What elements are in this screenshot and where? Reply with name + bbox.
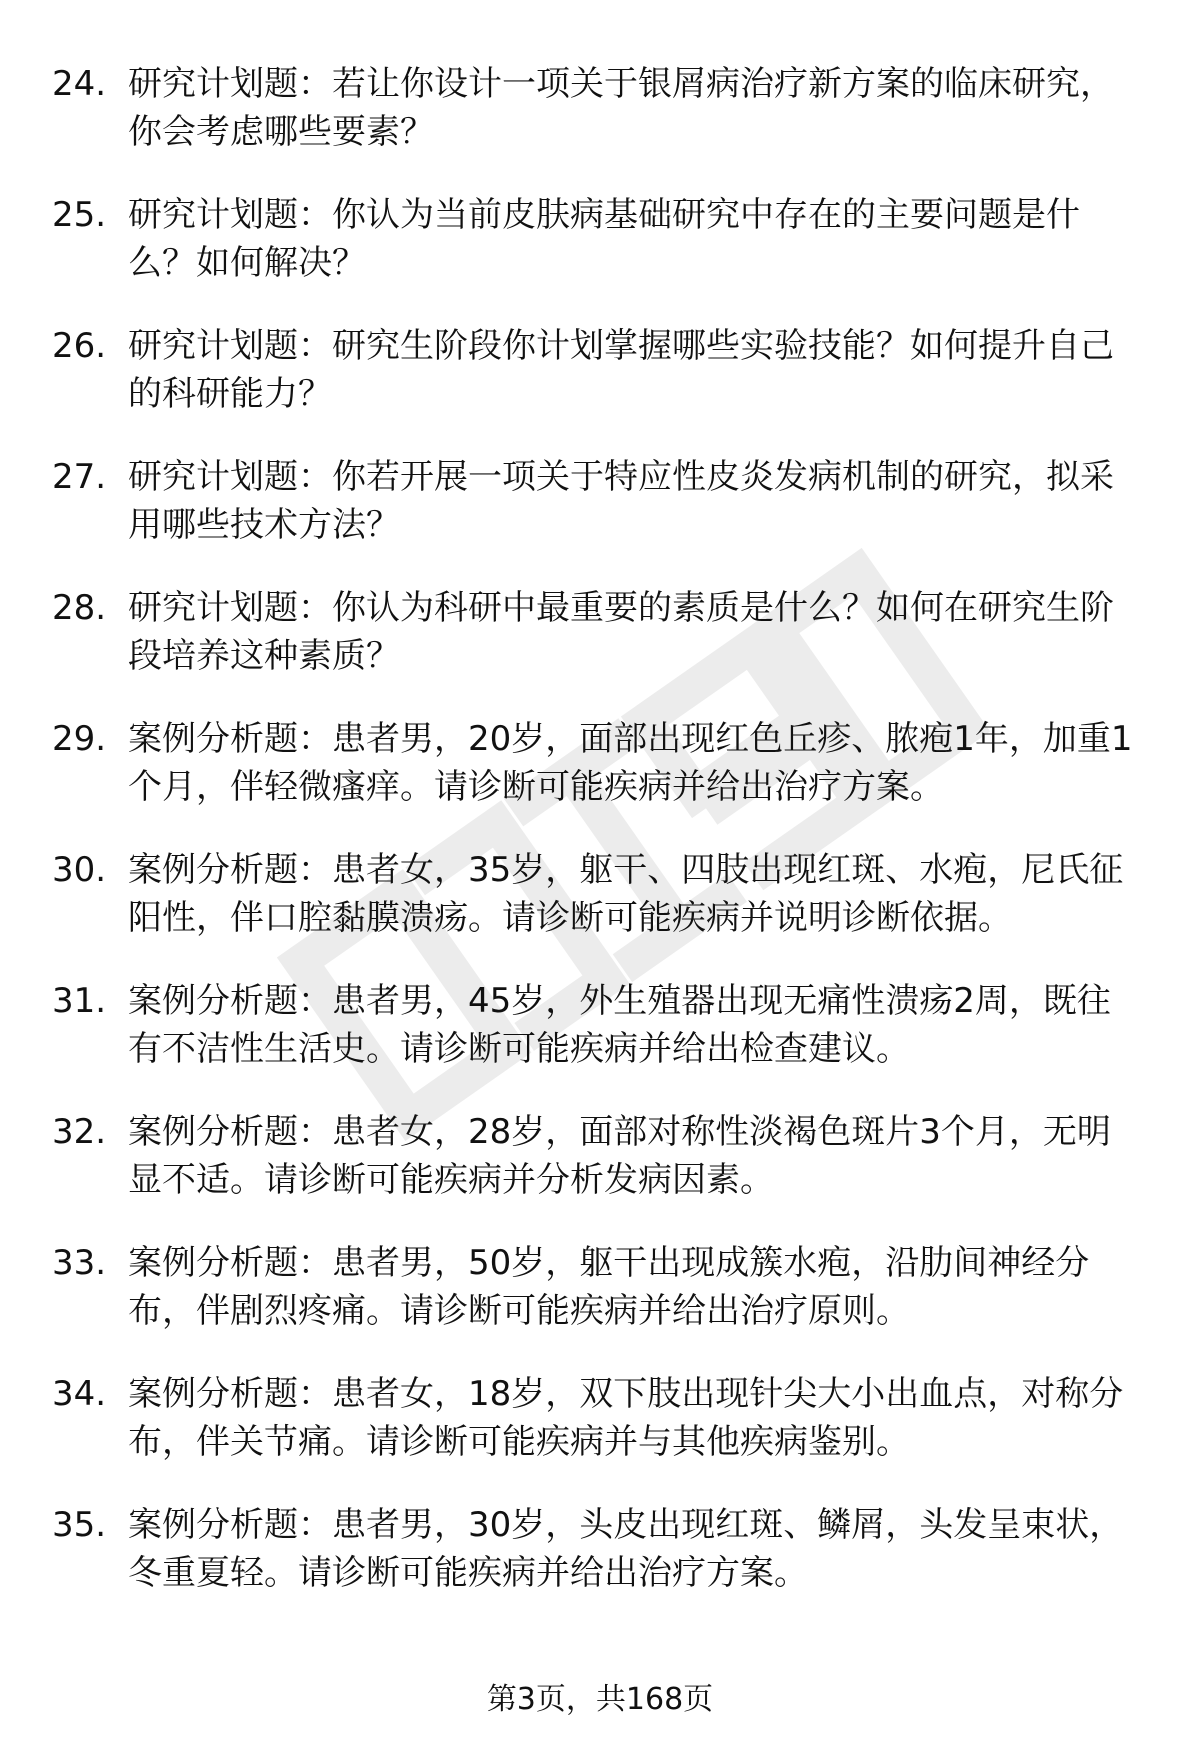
question-text: 研究计划题：你若开展一项关于特应性皮炎发病机制的研究，拟采用哪些技术方法？ [128,457,1114,545]
question-number: 27. [52,457,107,497]
question-number: 34. [52,1374,107,1414]
question-text: 研究计划题：研究生阶段你计划掌握哪些实验技能？如何提升自己的科研能力？ [128,326,1114,414]
list-item [52,1501,1152,1601]
list-item [52,846,1152,946]
question-number: 26. [52,326,107,366]
question-text: 案例分析题：患者男，50岁，躯干出现成簇水疱，沿肋间神经分布，伴剧烈疼痛。请诊断可能疾病并给出治疗原则。 [128,1243,1090,1331]
question-number: 30. [52,850,107,890]
list-item [52,453,1152,553]
question-text: 研究计划题：你认为科研中最重要的素质是什么？如何在研究生阶段培养这种素质？ [128,588,1114,676]
question-number: 31. [52,981,107,1021]
question-number: 25. [52,195,107,235]
question-text: 案例分析题：患者女，28岁，面部对称性淡褐色斑片3个月，无明显不适。请诊断可能疾病并分析发病因素。 [128,1112,1111,1200]
question-number: 35. [52,1505,107,1545]
list-item [52,1370,1152,1470]
question-text: 研究计划题：若让你设计一项关于银屑病治疗新方案的临床研究，你会考虑哪些要素？ [128,64,1114,152]
question-text: 研究计划题：你认为当前皮肤病基础研究中存在的主要问题是什么？如何解决？ [128,195,1080,283]
list-item [52,977,1152,1077]
page-number-footer: 第3页，共168页 [486,1682,714,1717]
question-text: 案例分析题：患者男，45岁，外生殖器出现无痛性溃疡2周，既往有不洁性生活史。请诊断可能疾病并给出检查建议。 [128,981,1111,1069]
list-item [52,1239,1152,1339]
list-item [52,1108,1152,1208]
list-item [52,584,1152,684]
question-text: 案例分析题：患者男，20岁，面部出现红色丘疹、脓疱1年，加重1个月，伴轻微瘙痒。请诊断可能疾病并给出治疗方案。 [128,719,1133,807]
question-text: 案例分析题：患者女，18岁，双下肢出现针尖大小出血点，对称分布，伴关节痛。请诊断可能疾病并与其他疾病鉴别。 [128,1374,1124,1462]
question-number: 29. [52,719,107,759]
list-item [52,60,1152,160]
question-number: 32. [52,1112,107,1152]
question-number: 33. [52,1243,107,1283]
list-item [52,191,1152,291]
question-text: 案例分析题：患者女，35岁，躯干、四肢出现红斑、水疱，尼氏征阳性，伴口腔黏膜溃疡。请诊断可能疾病并说明诊断依据。 [128,850,1124,938]
question-number: 24. [52,64,107,104]
question-text: 案例分析题：患者男，30岁，头皮出现红斑、鳞屑，头发呈束状，冬重夏轻。请诊断可能疾病并给出治疗方案。 [128,1505,1124,1593]
list-item [52,715,1152,815]
list-item [52,322,1152,422]
question-number: 28. [52,588,107,628]
